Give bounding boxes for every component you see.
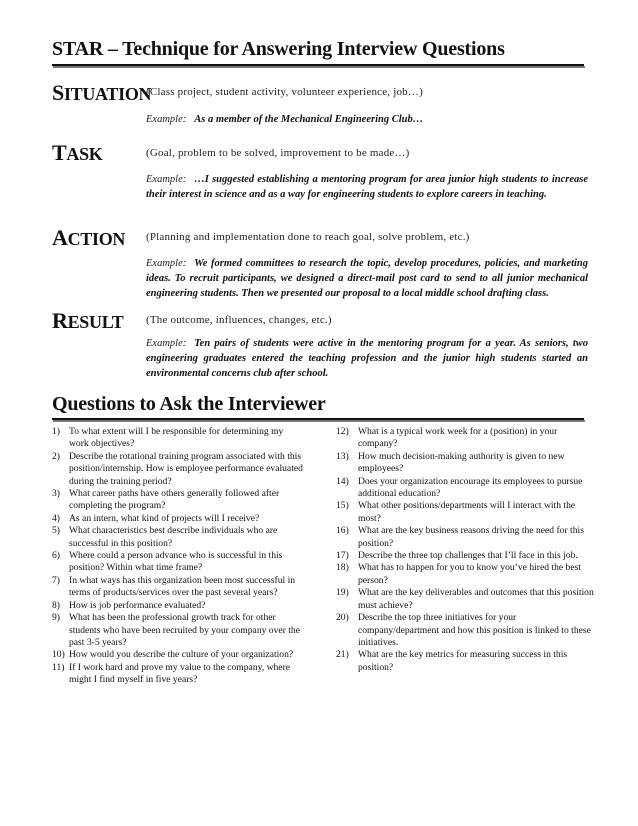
section-situation-example: Example: As a member of the Mechanical Engineering Club… xyxy=(146,114,424,125)
section-task-heading: TASK xyxy=(52,140,103,165)
question-item: 12) What is a typical work week for a (position) in your company? xyxy=(336,426,558,450)
question-item: 13) How much decision-making authority is given to new employees? xyxy=(336,450,565,475)
question-item: 1) To what extent will I be responsible for determining my work objectives? xyxy=(52,426,284,450)
section-task-example: Example: …I suggested establishing a mentoring program for area junior high students to increase their interest in science and as a way for engineering students to explore careers in teaching. xyxy=(146,174,588,200)
questions-heading: Questions to Ask the Interviewer xyxy=(52,393,326,415)
question-item: 21) What are the key metrics for measuring success in this position? xyxy=(336,649,568,673)
questions-left-column xyxy=(52,426,304,687)
question-item: 3) What career paths have others generally followed after completing the program? xyxy=(52,488,280,512)
questions-right-column xyxy=(336,426,596,674)
questions-divider xyxy=(52,418,584,420)
question-item: 11) If I work hard and prove my value to the company, where might I find myself in five years? xyxy=(52,661,291,686)
section-action-heading: ACTION xyxy=(52,225,126,250)
question-item: 14) Does your organization encourage its employees to pursue additional education? xyxy=(336,475,583,500)
question-item: 8) How is job performance evaluated? xyxy=(52,599,206,611)
title-divider xyxy=(52,64,584,66)
question-item: 15) What other positions/departments will I interact with the most? xyxy=(336,500,576,524)
section-action-description: (Planning and implementation done to reach goal, solve problem, etc.) xyxy=(146,231,470,243)
question-item: 7) In what ways has this organization been most successful in terms of products/services over the past several years? xyxy=(52,574,296,599)
question-item: 19) What are the key deliverables and outcomes that this position must achieve? xyxy=(336,587,594,611)
section-situation-description: (Class project, student activity, volunteer experience, job…) xyxy=(146,86,423,98)
question-item: 9) What has been the professional growth track for other students who have been recruited by your company over the past 3-5 years? xyxy=(52,612,300,648)
question-item: 17) Describe the three top challenges that I’ll face in this job. xyxy=(336,550,578,562)
section-result-heading: RESULT xyxy=(52,308,124,333)
section-action-example: Example: We formed committees to research the topic, develop procedures, policies, and marketing ideas. To recruit participants, we designed a direct-mail post card to send to all junior mechanical engineering students. Then we presented our proposal to a local middle school drafting class. xyxy=(146,258,588,299)
question-item: 10) How would you describe the culture of your organization? xyxy=(52,649,294,661)
question-item: 16) What are the key business reasons driving the need for this position? xyxy=(336,525,584,549)
question-item: 6) Where could a person advance who is successful in this position? Within what time frame? xyxy=(52,550,283,574)
section-task-description: (Goal, problem to be solved, improvement to be made…) xyxy=(146,147,410,159)
question-item: 5) What characteristics best describe individuals who are successful in this position? xyxy=(52,525,278,549)
question-item: 4) As an intern, what kind of projects will I receive? xyxy=(52,512,260,524)
question-item: 20) Describe the top three initiatives for your company/department and how this position is linked to these initiatives. xyxy=(336,612,591,648)
question-item: 2) Describe the rotational training program associated with this position/internship. How is employee performance evaluated during the training period? xyxy=(52,450,303,487)
section-result-example: Example: Ten pairs of students were active in the mentoring program for a year. As seniors, two engineering graduates entered the teaching profession and the junior high students started an environmental concerns club after school. xyxy=(146,338,588,379)
section-situation-heading: SITUATION xyxy=(52,80,152,105)
page-title: STAR – Technique for Answering Interview Questions xyxy=(52,38,505,60)
section-result-description: (The outcome, influences, changes, etc.) xyxy=(146,314,332,326)
question-item: 18) What has to happen for you to know you’ve hired the best person? xyxy=(336,562,581,586)
